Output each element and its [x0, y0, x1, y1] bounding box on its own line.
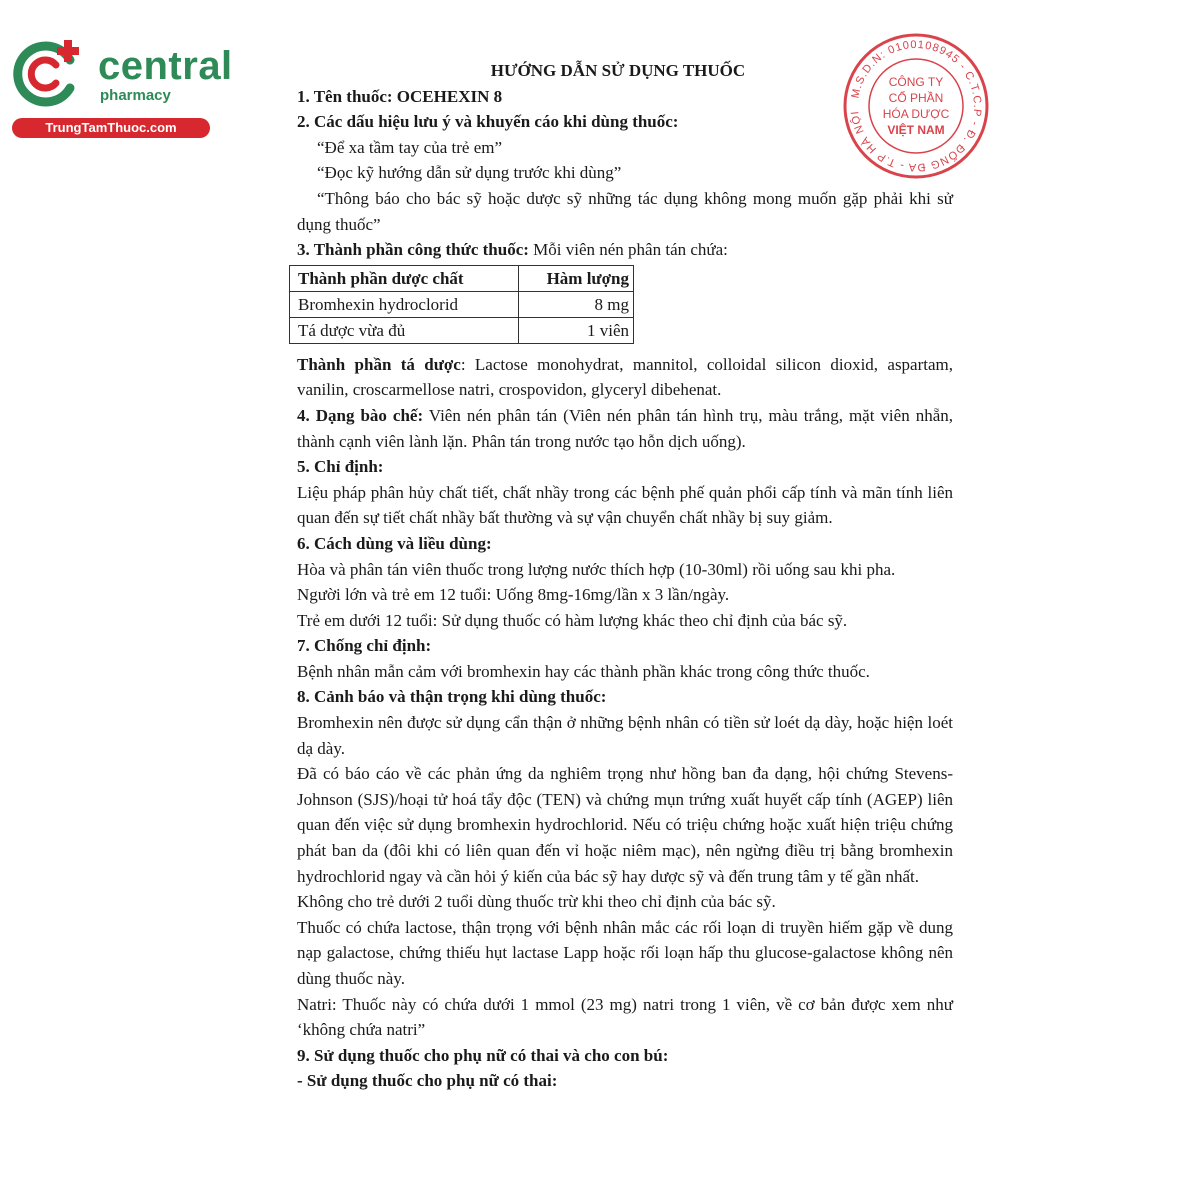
section-7-text: Bệnh nhân mẫn cảm với bromhexin hay các thành phần khác trong công thức thuốc. — [297, 661, 870, 681]
table-row — [290, 291, 634, 317]
excipients-label: Thành phần tá dược — [297, 354, 461, 374]
section-9-heading: 9. Sử dụng thuốc cho phụ nữ có thai và cho con bú: — [297, 1045, 669, 1065]
section-8-text-5: Natri: Thuốc này có chứa dưới 1 mmol (23 mg) natri trong 1 viên, về cơ bản được xem như ‘không chứa natri” — [297, 994, 953, 1040]
table-cell: Bromhexin hydroclorid — [290, 291, 519, 317]
section-4-paragraph — [297, 403, 953, 454]
stamp-line-4: VIỆT NAM — [887, 123, 945, 137]
brand-url[interactable]: TrungTamThuoc.com — [12, 118, 210, 138]
section-7-heading: 7. Chống chỉ định: — [297, 636, 432, 656]
warning-line-2: “Đọc kỹ hướng dẫn sử dụng trước khi dùng” — [317, 163, 622, 183]
document-title: HƯỚNG DẪN SỬ DỤNG THUỐC — [490, 61, 746, 80]
excipients-text: : Lactose monohydrat, mannitol, colloidal silicon dioxid, aspartam, vanilin, croscarmellose natri, crospovidon, glyceryl dibehenat. — [297, 354, 954, 400]
section-3-text: Mỗi viên nén phân tán chứa: — [528, 240, 728, 260]
stamp-line-2: CỔ PHẦN — [888, 91, 944, 105]
section-2-heading: 2. Các dấu hiệu lưu ý và khuyến cáo khi dùng thuốc: — [297, 112, 679, 132]
section-6-text-1: Hòa và phân tán viên thuốc trong lượng nước thích hợp (10-30ml) rồi uống sau khi pha. — [297, 559, 896, 579]
section-6-heading: 6. Cách dùng và liều dùng: — [297, 533, 492, 553]
table-row — [290, 317, 634, 343]
section-9-subheading: - Sử dụng thuốc cho phụ nữ có thai: — [297, 1071, 558, 1091]
section-1-heading: 1. Tên thuốc: OCEHEXIN 8 — [297, 86, 503, 106]
section-4-text: Viên nén phân tán (Viên nén phân tán hình trụ, màu trắng, mặt viên nhẵn, thành cạnh viên lành lặn. Phân tán trong nước tạo hỗn dịch uống). — [297, 405, 953, 451]
table-cell: 1 viên — [519, 317, 634, 343]
section-8-text-4: Thuốc có chứa lactose, thận trọng với bệnh nhân mắc các rối loạn di truyền hiếm gặp về dung nạp galactose, chứng thiếu hụt lactase Lapp hoặc rối loạn hấp thu glucose-galactose không nên dùng thuốc này. — [297, 917, 953, 988]
section-4-label: 4. Dạng bào chế: — [297, 405, 424, 425]
section-8-text-1: Bromhexin nên được sử dụng cẩn thận ở những bệnh nhân có tiền sử loét dạ dày, hoặc hiện loét dạ dày. — [297, 713, 953, 758]
table-header: Hàm lượng — [519, 265, 634, 291]
stamp-line-1: CÔNG TY — [888, 75, 944, 89]
stamp-ring-text: M.S.D.N: 0100108945 - C.T.C.P - Đ. ĐỐNG ĐA - T.P HÀ NỘI — [849, 38, 984, 174]
brand-subtitle: pharmacy — [100, 87, 171, 104]
excipients-paragraph — [297, 352, 953, 403]
document-body — [297, 58, 953, 1094]
section-6-text-2: Người lớn và trẻ em 12 tuổi: Uống 8mg-16mg/lần x 3 lần/ngày. — [297, 585, 730, 605]
section-5-heading: 5. Chỉ định: — [297, 457, 384, 477]
table-header: Thành phần dược chất — [290, 265, 519, 291]
section-8-text-2: Đã có báo cáo về các phản ứng da nghiêm trọng như hồng ban đa dạng, hội chứng Stevens-Johnson (SJS)/hoại tử hoá tẩy độc (TEN) và chứng mụn trứng xuất huyết cấp tính (AGEP) liên quan đến việc sử dụng bromhexin hydrochlorid. Nếu có triệu chứng hoặc xuất hiện triệu chứng phát ban da (đôi khi có liên quan đến vỉ hoặc niêm mạc), nên ngừng điều trị bằng bromhexin hydrochlorid ngay và cần hỏi ý kiến của bác sỹ hay dược sỹ và đến trung tâm y tế gần nhất. — [297, 764, 953, 886]
section-5-text: Liệu pháp phân hủy chất tiết, chất nhầy trong các bệnh phế quản phổi cấp tính và mãn tính liên quan đến sự tiết chất nhầy bất thường và sự vận chuyển chất nhầy bị suy giảm. — [297, 482, 953, 528]
section-3-label: 3. Thành phần công thức thuốc: — [297, 240, 529, 260]
table-cell: Tá dược vừa đủ — [290, 317, 519, 343]
section-8-heading: 8. Cảnh báo và thận trọng khi dùng thuốc: — [297, 687, 607, 707]
stamp-line-3: HÓA DƯỢC — [882, 107, 950, 121]
pharmacy-cross-icon — [12, 38, 84, 110]
table-cell: 8 mg — [519, 291, 634, 317]
section-3-heading — [297, 237, 953, 263]
section-8-text-3: Không cho trẻ dưới 2 tuổi dùng thuốc trừ khi theo chỉ định của bác sỹ. — [297, 892, 776, 912]
composition-table — [289, 265, 634, 344]
section-6-text-3: Trẻ em dưới 12 tuổi: Sử dụng thuốc có hàm lượng khác theo chỉ định của bác sỹ. — [297, 610, 848, 630]
warning-line-3 — [297, 186, 953, 237]
table-header-row — [290, 265, 634, 291]
brand-name: central — [98, 44, 233, 88]
warning-line-1: “Để xa tầm tay của trẻ em” — [317, 137, 503, 157]
central-pharmacy-logo[interactable] — [12, 38, 233, 138]
warning-line-3-text: “Thông báo cho bác sỹ hoặc dược sỹ những tác dụng không mong muốn gặp phải khi sử dụng thuốc” — [297, 188, 953, 234]
